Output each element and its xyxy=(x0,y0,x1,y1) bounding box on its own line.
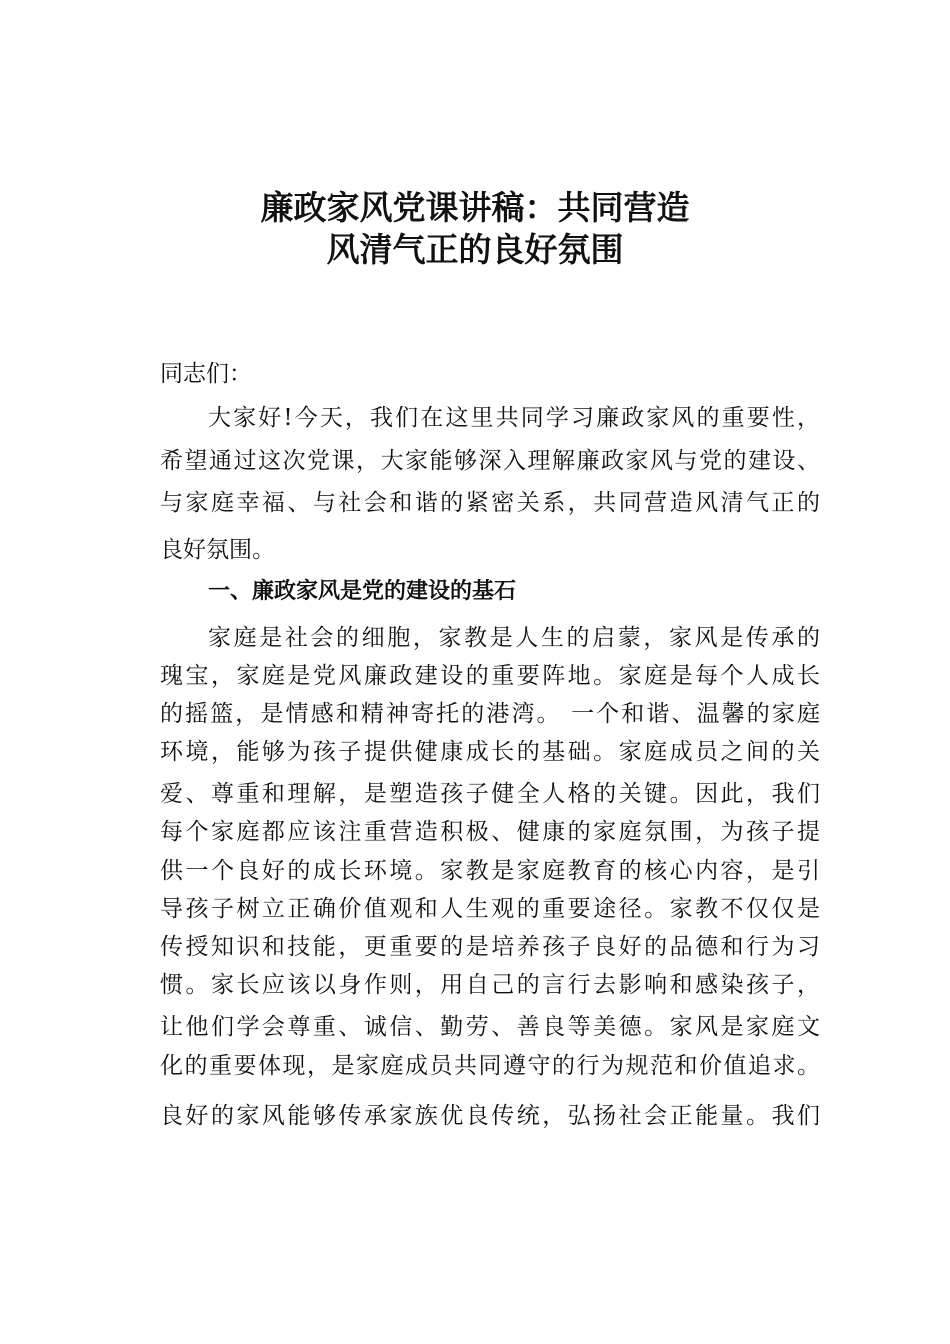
intro-line: 希望通过这次党课，大家能够深入理解廉政家风与党的建设、 xyxy=(160,448,820,474)
body-line: 化的重要体现，是家庭成员共同遵守的行为规范和价值追求。 xyxy=(160,1053,820,1079)
intro-line: 大家好!今天，我们在这里共同学习廉政家风的重要性， xyxy=(208,405,820,431)
salutation: 同志们： xyxy=(160,361,252,387)
intro-line: 与家庭幸福、与社会和谐的紧密关系，共同营造风清气正的 xyxy=(160,490,820,516)
body-line: 环境，能够为孩子提供健康成长的基础。家庭成员之间的关 xyxy=(160,739,820,765)
section-heading: 一、廉政家风是党的建设的基石 xyxy=(208,579,517,604)
body-line: 每个家庭都应该注重营造积极、健康的家庭氛围，为孩子提 xyxy=(160,819,820,845)
body-line: 的摇篮，是情感和精神寄托的港湾。 一个和谐、温馨的家庭 xyxy=(160,701,820,727)
body-line: 让他们学会尊重、诚信、勤劳、善良等美德。家风是家庭文 xyxy=(160,1014,820,1040)
body-line: 爱、尊重和理解，是塑造孩子健全人格的关键。因此，我们 xyxy=(160,781,820,807)
intro-line: 良好氛围。 xyxy=(160,537,275,563)
body-line: 家庭是社会的细胞，家教是人生的启蒙，家风是传承的 xyxy=(208,625,820,651)
body-line: 传授知识和技能，更重要的是培养孩子良好的品德和行为习 xyxy=(160,934,820,960)
body-line: 瑰宝，家庭是党风廉政建设的重要阵地。家庭是每个人成长 xyxy=(160,663,820,689)
document-title-line-2: 风清气正的良好氛围 xyxy=(326,230,624,269)
body-line: 导孩子树立正确价值观和人生观的重要途径。家教不仅仅是 xyxy=(160,896,820,922)
document-title-line-1: 廉政家风党课讲稿：共同营造 xyxy=(260,188,690,227)
body-line: 惯。家长应该以身作则，用自己的言行去影响和感染孩子， xyxy=(160,972,820,998)
body-line: 良好的家风能够传承家族优良传统，弘扬社会正能量。我们 xyxy=(160,1103,820,1129)
body-line: 供一个良好的成长环境。家教是家庭教育的核心内容，是引 xyxy=(160,858,820,884)
